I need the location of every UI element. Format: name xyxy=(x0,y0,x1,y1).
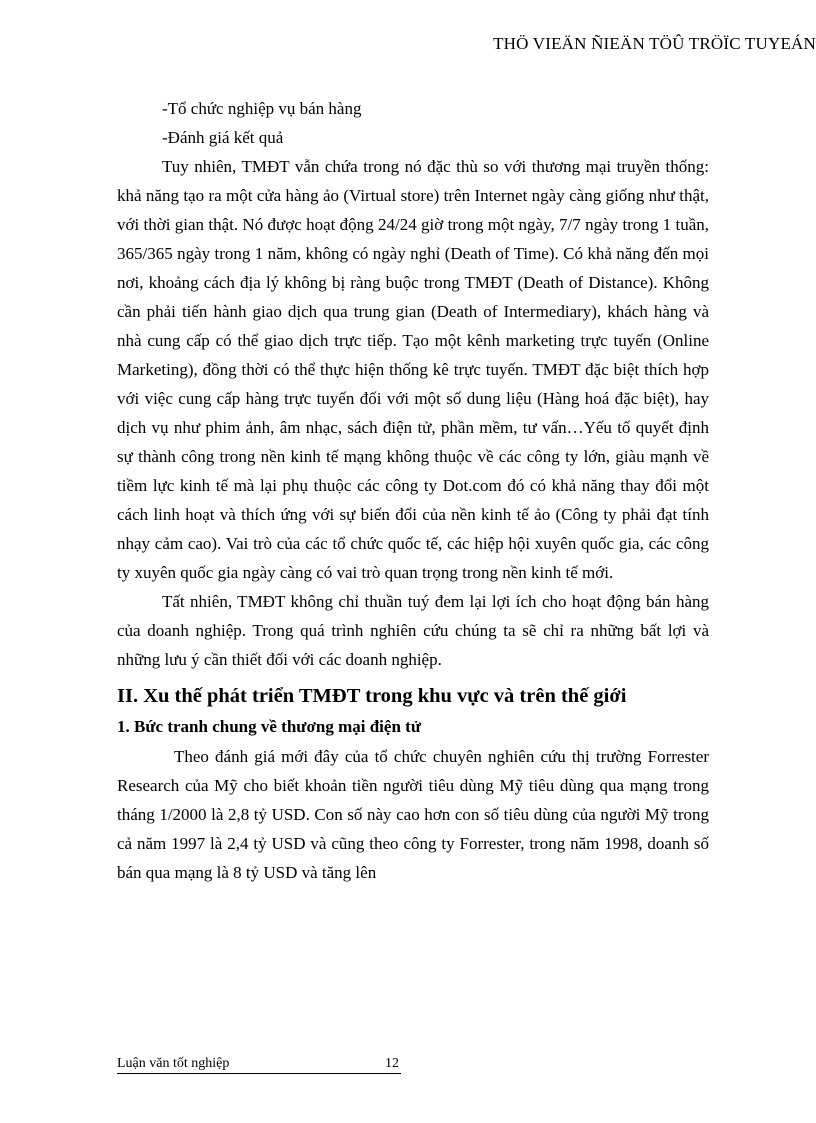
footer-label: Luận văn tốt nghiệp xyxy=(117,1056,230,1071)
page-header: THÖ VIEÄN ÑIEÄN TÖÛ TRÖÏC TUYEÁN xyxy=(493,34,816,53)
section-heading: II. Xu thế phát triển TMĐT trong khu vực và trên thế giới xyxy=(117,685,627,707)
document-body xyxy=(117,94,709,887)
paragraph: Tất nhiên, TMĐT không chỉ thuần tuý đem lại lợi ích cho hoạt động bán hàng của doanh nghiệp. Trong quá trình nghiên cứu chúng ta sẽ chỉ ra những bất lợi và những lưu ý cần thiết đối với các doanh nghiệp. xyxy=(117,592,709,669)
paragraph: Theo đánh giá mới đây của tổ chức chuyên nghiên cứu thị trường Forrester Research của Mỹ cho biết khoản tiền người tiêu dùng Mỹ tiêu dùng qua mạng trong tháng 1/2000 là 2,8 tỷ USD. Con số này cao hơn con số tiêu dùng của người Mỹ trong cả năm 1997 là 2,4 tỷ USD và cũng theo công ty Forrester, trong năm 1998, doanh số bán qua mạng là 8 tỷ USD và tăng lên xyxy=(117,747,709,882)
paragraph: Tuy nhiên, TMĐT vẫn chứa trong nó đặc thù so với thương mại truyền thống: khả năng tạo ra một cửa hàng ảo (Virtual store) trên Internet ngày càng giống như thật, với thời gian thật. Nó được hoạt động 24/24 giờ trong một ngày, 7/7 ngày trong 1 tuần, 365/365 ngày trong 1 năm, không có ngày nghỉ (Death of Time). Có khả năng đến mọi nơi, khoảng cách địa lý không bị ràng buộc trong TMĐT (Death of Distance). Không cần phải tiến hành giao dịch qua trung gian (Death of Intermediary), khách hàng và nhà cung cấp có thể giao dịch trực tiếp. Tạo một kênh marketing trực tuyến (Online Marketing), đồng thời có thể thực hiện thống kê trực tuyến. TMĐT đặc biệt thích hợp với việc cung cấp hàng trực tuyến đối với một số dung liệu (Hàng hoá đặc biệt), hay dịch vụ như phim ảnh, âm nhạc, sách điện tử, phần mềm, tư vấn…Yếu tố quyết định sự thành công trong nền kinh tế mạng không thuộc về các công ty lớn, giàu mạnh về tiềm lực kinh tế mà lại phụ thuộc các công ty Dot.com đó có khả năng thay đổi một cách linh hoạt và thích ứng với sự biến đổi của nền kinh tế ảo (Công ty phải đạt tính nhạy cảm cao). Vai trò của các tổ chức quốc tế, các hiệp hội xuyên quốc gia, các công ty xuyên quốc gia ngày càng có vai trò quan trọng trong nền kinh tế mới. xyxy=(117,157,709,582)
page-footer xyxy=(117,1055,401,1074)
page-number: 12 xyxy=(385,1056,399,1071)
subsection-heading: 1. Bức tranh chung về thương mại điện tử xyxy=(117,717,422,736)
list-item: -Tổ chức nghiệp vụ bán hàng xyxy=(162,99,362,118)
list-item: -Đánh giá kết quả xyxy=(162,128,284,147)
